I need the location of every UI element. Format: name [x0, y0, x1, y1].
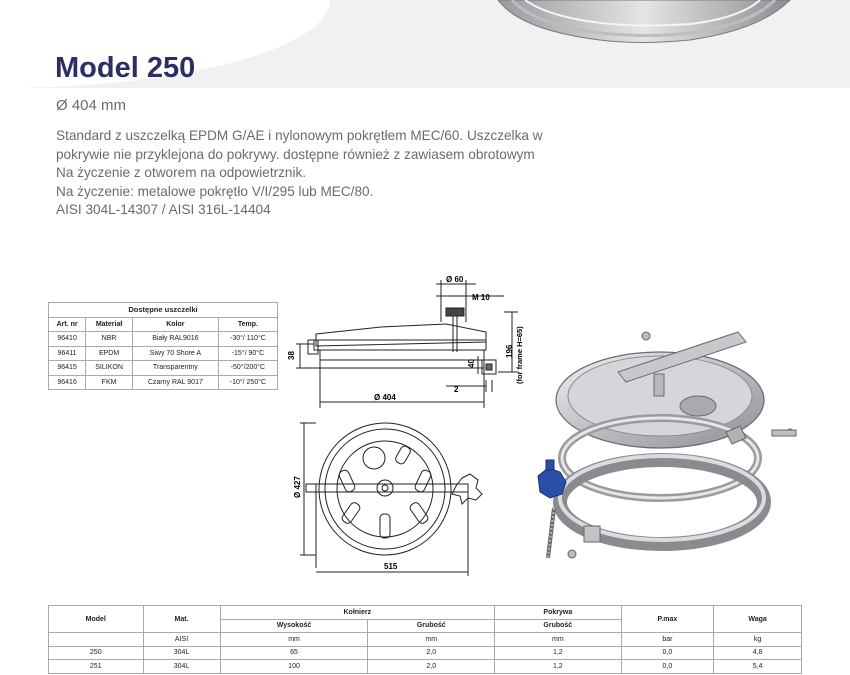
gasket-table-caption: Dostępne uszczelki — [49, 303, 278, 318]
spec-col-header: Mat. — [143, 606, 220, 633]
table-cell: -15°/ 90°C — [218, 346, 277, 361]
table-cell: AISI — [143, 633, 220, 647]
table-row — [49, 375, 278, 390]
table-cell: SILIKON — [86, 361, 133, 376]
table-cell: 4,8 — [714, 646, 802, 660]
table-row — [49, 332, 278, 347]
dim-label: 40 — [467, 359, 476, 368]
table-cell: mm — [220, 633, 368, 647]
units-row — [49, 633, 802, 647]
spec-col-header: Wysokość — [220, 619, 368, 633]
table-cell: bar — [621, 633, 714, 647]
spec-col-header: Grubość — [495, 619, 622, 633]
table-cell: Biały RAL9016 — [132, 332, 218, 347]
table-cell: 96416 — [49, 375, 86, 390]
table-cell: 2,0 — [368, 646, 495, 660]
table-cell: FKM — [86, 375, 133, 390]
spec-col-header: Waga — [714, 606, 802, 633]
table-cell: 0,0 — [621, 660, 714, 674]
description-line: Standard z uszczelką EPDM G/AE i nylonowym pokrętłem MEC/60. Uszczelka w — [56, 128, 543, 143]
table-cell: NBR — [86, 332, 133, 347]
manhole-cover-photo — [0, 0, 850, 60]
table-cell: 304L — [143, 660, 220, 674]
table-cell: 250 — [49, 646, 144, 660]
description-line: pokrywie nie przyklejona do pokrywy. dostępne również z zawiasem obrotowym — [56, 146, 535, 162]
description-line: AISI 304L-14307 / AISI 316L-14404 — [56, 202, 271, 217]
gasket-col-header: Kolor — [132, 317, 218, 332]
dim-label: Ø 60 — [446, 275, 464, 284]
frame-note: (for frame H=65) — [515, 326, 524, 384]
table-cell: -50°/200°C — [218, 361, 277, 376]
spec-col-header: P.max — [621, 606, 714, 633]
table-cell: EPDM — [86, 346, 133, 361]
dim-label: 38 — [287, 351, 296, 360]
table-cell: 2,0 — [368, 660, 495, 674]
exploded-view-illustration — [528, 322, 808, 570]
dim-label: 2 — [454, 385, 459, 394]
top-view-drawing — [286, 418, 506, 580]
table-cell: 96410 — [49, 332, 86, 347]
table-row — [49, 660, 802, 674]
table-cell: 304L — [143, 646, 220, 660]
table-cell: mm — [368, 633, 495, 647]
gasket-table — [48, 302, 278, 390]
spec-col-header: Grubość — [368, 619, 495, 633]
table-cell: 0,0 — [621, 646, 714, 660]
description-line: Na życzenie z otworem na odpowietrznik. — [56, 165, 307, 180]
table-cell: kg — [714, 633, 802, 647]
spec-table — [48, 605, 802, 674]
spec-group-header: Pokrywa — [495, 606, 622, 620]
table-cell: mm — [495, 633, 622, 647]
gasket-col-header: Art. nr — [49, 317, 86, 332]
table-row — [49, 346, 278, 361]
table-cell: 96411 — [49, 346, 86, 361]
dim-label: 196 — [505, 344, 514, 358]
table-cell: -30°/ 110°C — [218, 332, 277, 347]
table-cell — [49, 633, 144, 647]
side-view-drawing — [286, 272, 536, 412]
table-cell: 251 — [49, 660, 144, 674]
spec-group-header: Kołnierz — [220, 606, 494, 620]
dim-label: 515 — [384, 562, 398, 571]
table-cell: 1,2 — [495, 646, 622, 660]
table-cell: Czarny RAL 9017 — [132, 375, 218, 390]
table-cell: 1,2 — [495, 660, 622, 674]
description-line: Na życzenie: metalowe pokrętło V/I/295 lub MEC/80. — [56, 183, 374, 199]
table-cell: 65 — [220, 646, 368, 660]
spec-col-header: Model — [49, 606, 144, 633]
table-cell: 5,4 — [714, 660, 802, 674]
product-description — [56, 127, 596, 220]
gasket-col-header: Temp. — [218, 317, 277, 332]
table-cell: 96415 — [49, 361, 86, 376]
table-row — [49, 646, 802, 660]
dim-label: Ø 427 — [293, 476, 302, 498]
table-cell: 100 — [220, 660, 368, 674]
diameter-label: Ø 404 mm — [56, 97, 127, 114]
table-cell: Siwy 70 Shore A — [132, 346, 218, 361]
table-cell: -10°/ 250°C — [218, 375, 277, 390]
gasket-col-header: Materiał — [86, 317, 133, 332]
table-row — [49, 361, 278, 376]
dim-label: M 10 — [472, 293, 490, 302]
page-title: Model 250 — [55, 52, 196, 84]
dim-label: Ø 404 — [374, 393, 396, 402]
table-cell: Transparentny — [132, 361, 218, 376]
